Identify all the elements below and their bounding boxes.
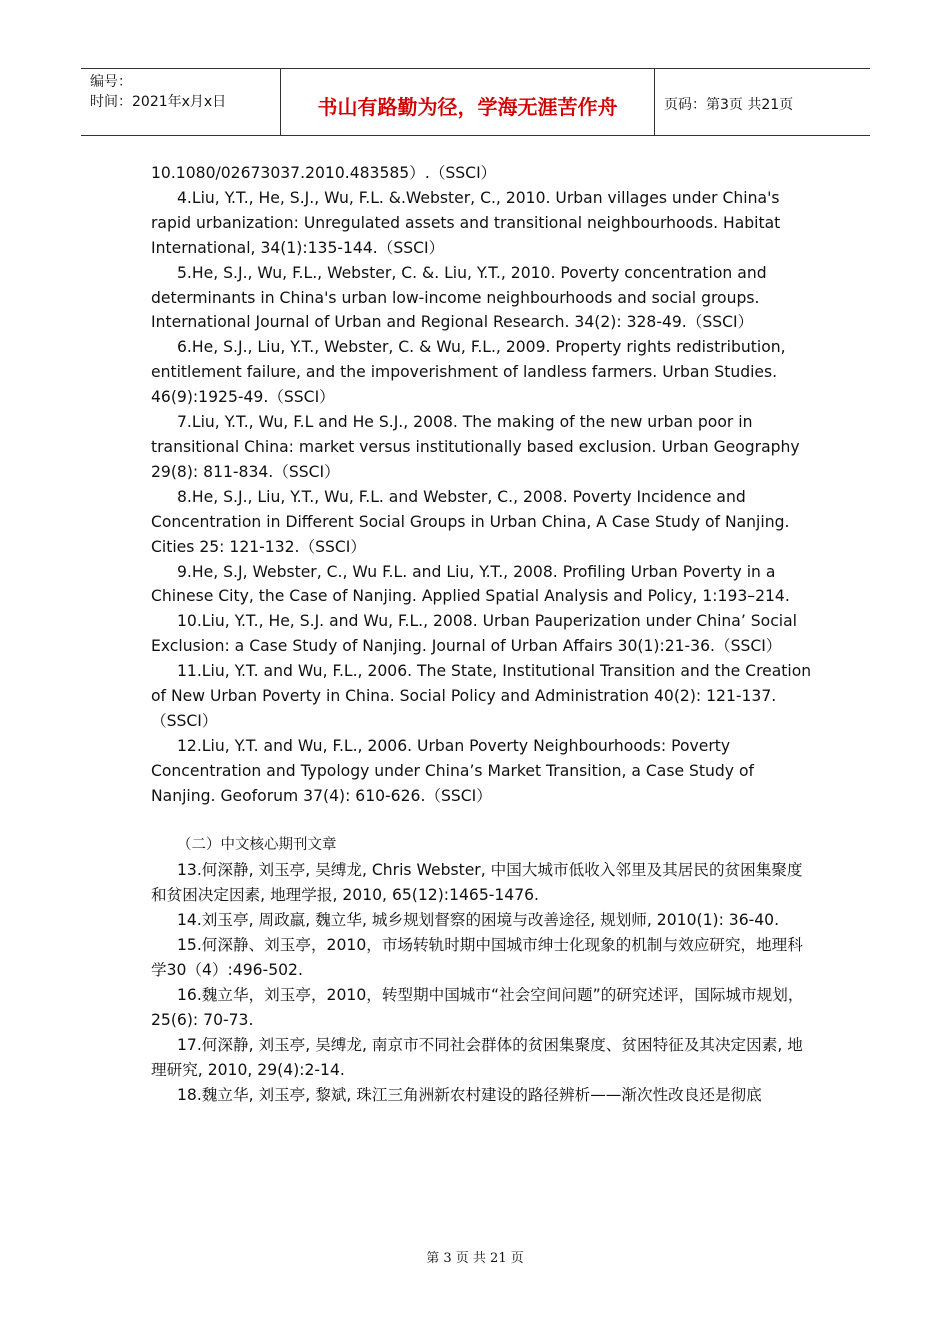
section-heading: （二）中文核心期刊文章 — [177, 837, 337, 854]
reference-item: 10.1080/02673037.2010.483585）.（SSCI） — [151, 164, 497, 182]
reference-item: 14.刘玉亭, 周政羸, 魏立华, 城乡规划督察的困境与改善途径, 规划师, 2010(1): 36-40. — [177, 911, 780, 930]
reference-item: 12.Liu, Y.T. and Wu, F.L., 2006. Urban Poverty Neighbourhoods: Poverty Concentration and Typology under China’s Market Transition, a Case Study of Nanjing. Geoforum 37(4): 610-626.（SSCI） — [151, 736, 755, 805]
reference-item: 7.Liu, Y.T., Wu, F.L and He S.J., 2008. The making of the new urban poor in transitional China: market versus institutionally based exclusion. Urban Geography 29(8): 811-834.（SSCI） — [151, 413, 800, 481]
header-motto: 书山有路勤为径，学海无涯苦作舟 — [281, 69, 655, 135]
reference-item: 11.Liu, Y.T. and Wu, F.L., 2006. The State, Institutional Transition and the Creation of New Urban Poverty in China. Social Policy and Administration 40(2): 121-137.（SSCI） — [151, 662, 812, 730]
header-meta — [81, 69, 281, 135]
reference-item: 9.He, S.J, Webster, C., Wu F.L. and Liu, Y.T., 2008. Profiling Urban Poverty in a Chinese City, the Case of Nanjing. Applied Spatial Analysis and Policy, 1:193–214. — [151, 562, 790, 606]
page-header — [81, 68, 870, 136]
reference-item: 8.He, S.J., Liu, Y.T., Wu, F.L. and Webster, C., 2008. Poverty Incidence and Concentration in Different Social Groups in Urban China, A Case Study of Nanjing. Cities 25: 121-132.（SSCI） — [151, 487, 790, 556]
reference-item: 6.He, S.J., Liu, Y.T., Webster, C. & Wu, F.L., 2009. Property rights redistribution, entitlement failure, and the impoverishment of landless farmers. Urban Studies. 46(9):1925-49.（SSCI） — [151, 338, 786, 407]
reference-item: 10.Liu, Y.T., He, S.J. and Wu, F.L., 2008. Urban Pauperization under China’ Social Exclusion: a Case Study of Nanjing. Journal of Urban Affairs 30(1):21-36.（SSCI） — [151, 612, 797, 656]
doc-code-label: 编号： — [90, 74, 132, 90]
header-page-info: 页码：第3页 共21页 — [664, 96, 794, 113]
reference-item: 17.何深静, 刘玉亭, 吴缚龙, 南京市不同社会群体的贫困集聚度、贫困特征及其决定因素, 地理研究, 2010, 29(4):2-14. — [151, 1035, 803, 1079]
doc-date-label: 时间：2021年x月x日 — [90, 94, 227, 110]
document-body — [151, 161, 816, 1107]
reference-item: 18.魏立华, 刘玉亭, 黎斌, 珠江三角洲新农村建设的路径辨析——渐次性改良还是彻底 — [177, 1085, 762, 1104]
reference-item: 16.魏立华，刘玉亭，2010，转型期中国城市“社会空间问题”的研究述评，国际城市规划，25(6): 70-73. — [151, 985, 804, 1029]
page-footer: 第 3 页 共 21 页 — [426, 1251, 524, 1266]
reference-item: 5.He, S.J., Wu, F.L., Webster, C. &. Liu, Y.T., 2010. Poverty concentration and determinants in China's urban low-income neighbourhoods and social groups. International Journal of Urban and Regional Research. 34(2): 328-49.（SSCI） — [151, 263, 767, 332]
reference-item: 15.何深静、刘玉亭，2010，市场转轨时期中国城市绅士化现象的机制与效应研究，地理科学30（4）:496-502. — [151, 936, 803, 979]
reference-item: 4.Liu, Y.T., He, S.J., Wu, F.L. &.Webster, C., 2010. Urban villages under China's rapid urbanization: Unregulated assets and transitional neighbourhoods. Habitat International, 34(1):135-144.（SSCI） — [151, 188, 781, 257]
reference-item: 13.何深静, 刘玉亭, 吴缚龙, Chris Webster, 中国大城市低收入邻里及其居民的贫困集聚度和贫困决定因素, 地理学报, 2010, 65(12):1465-1476. — [151, 861, 803, 905]
